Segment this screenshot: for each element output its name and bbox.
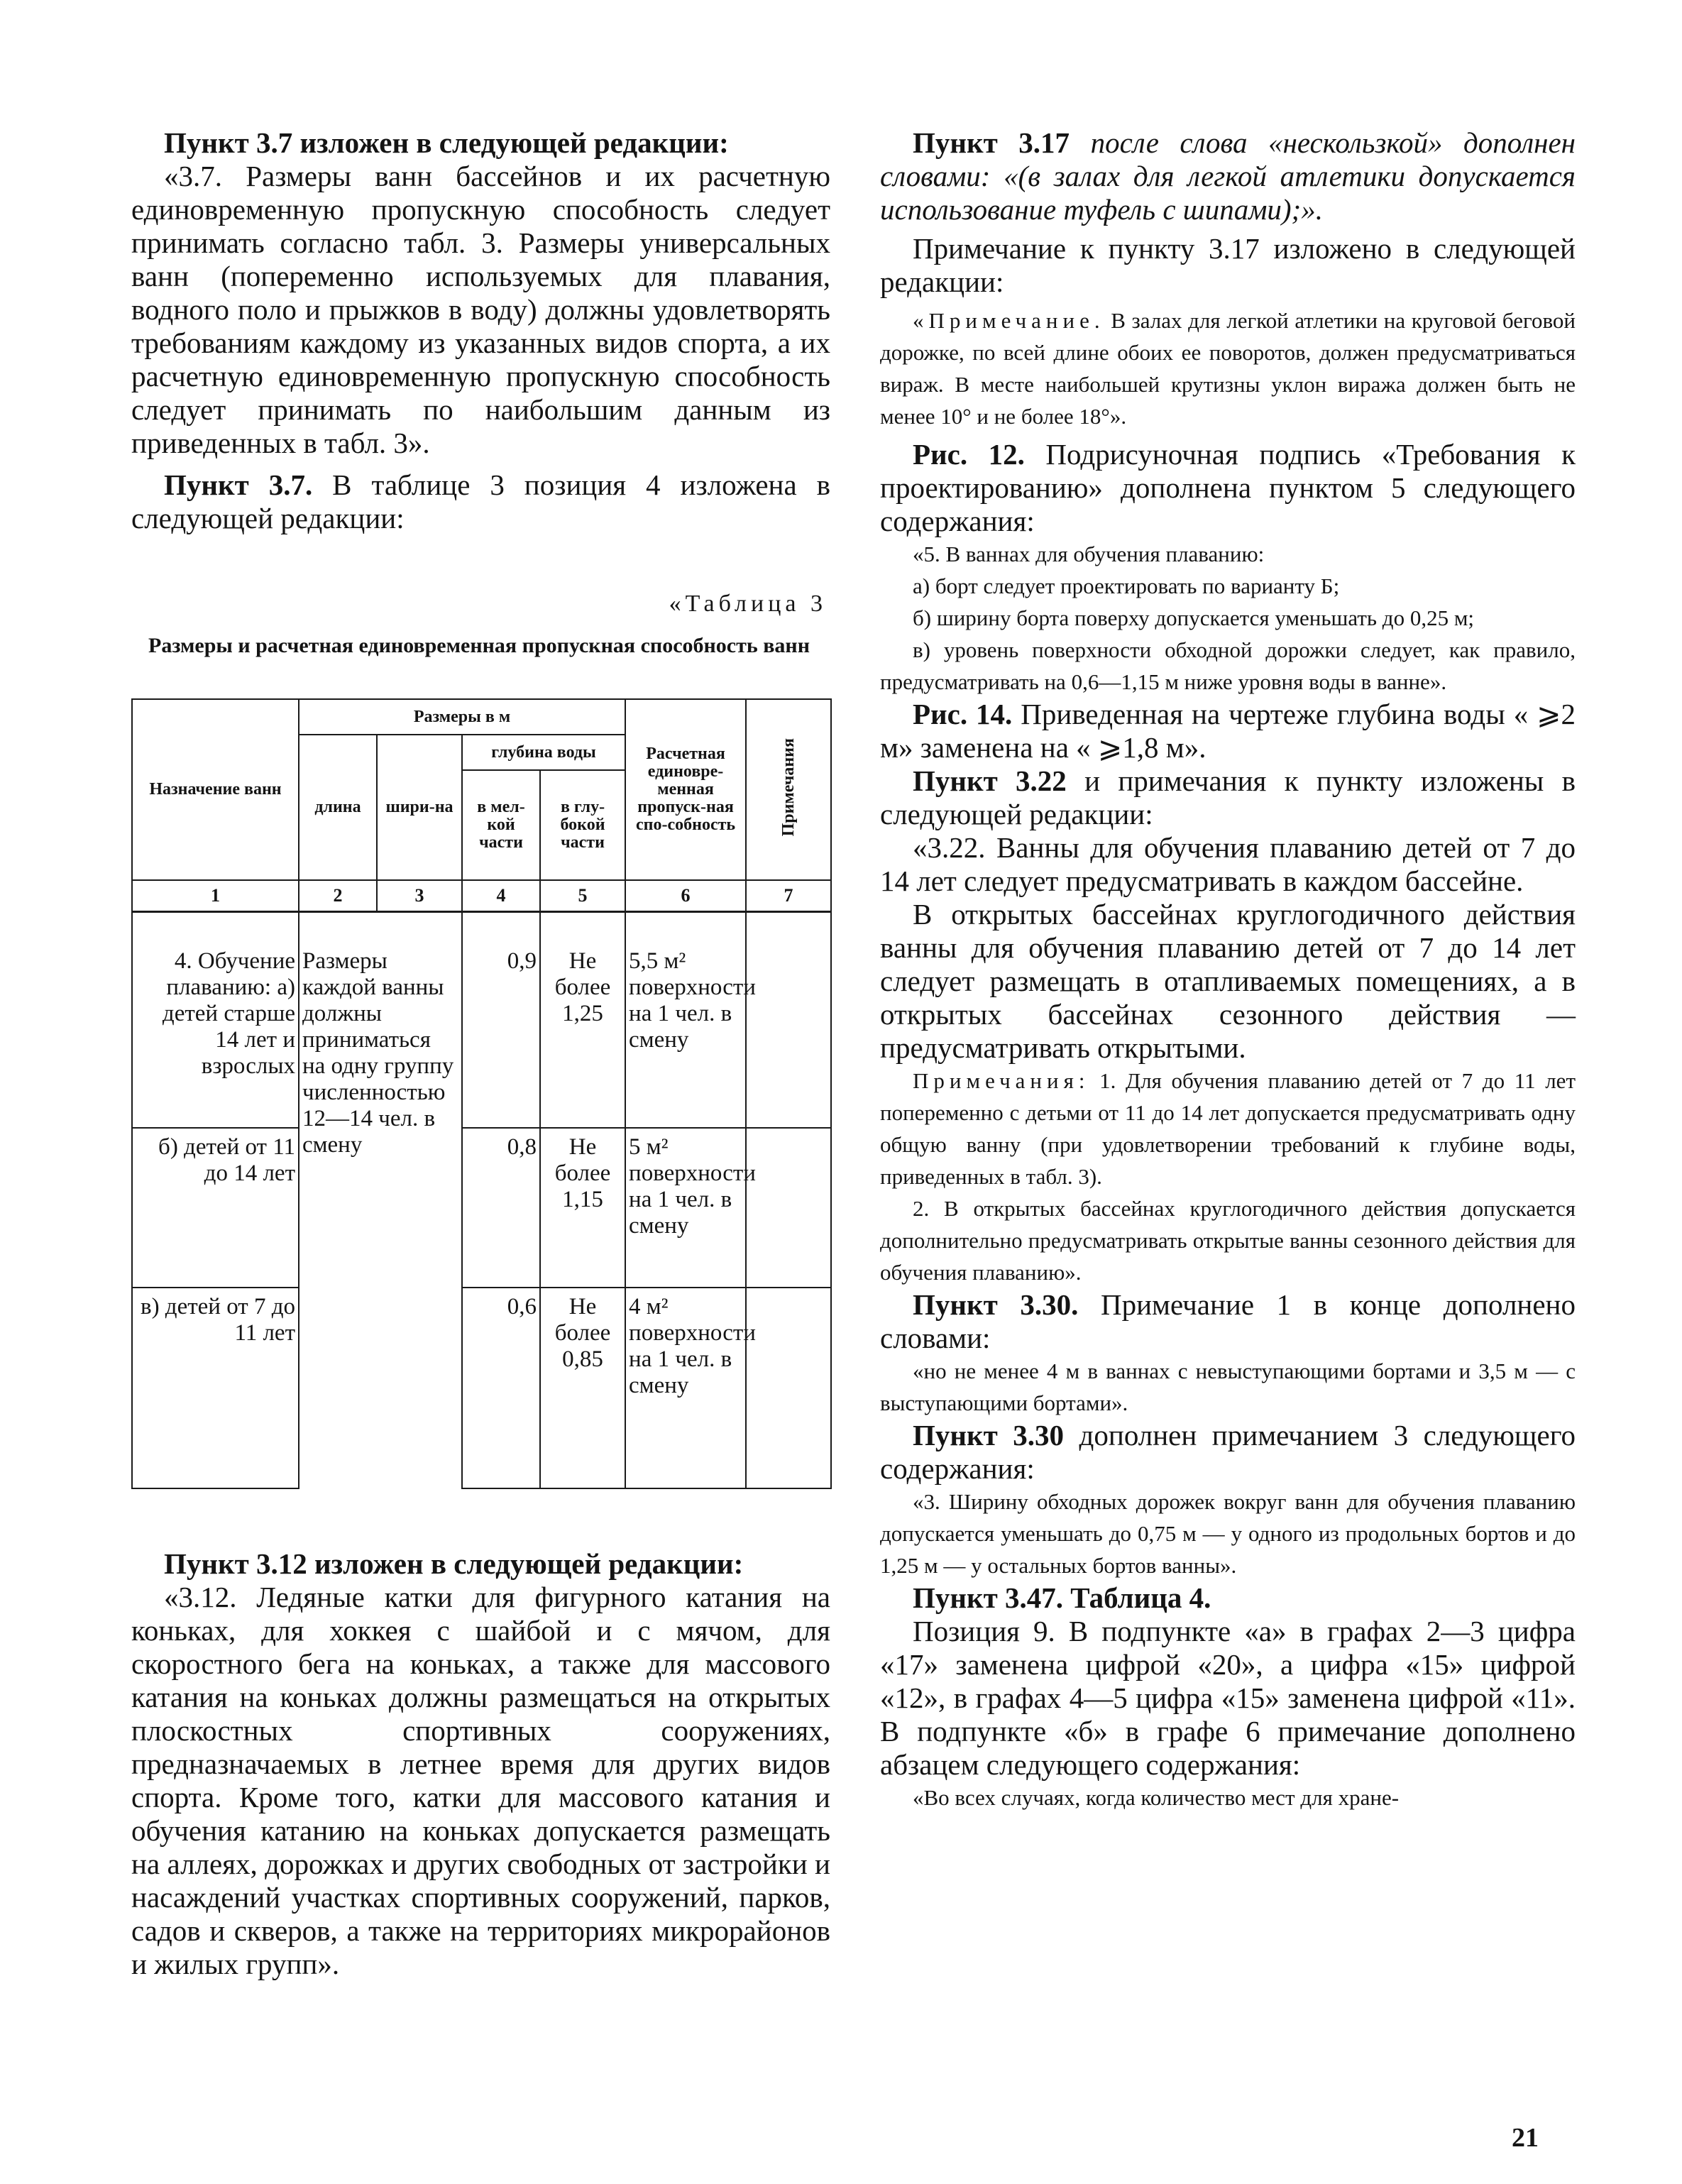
row-sizes: Размеры каждой ванны должны приниматься на одну группу численностью 12—14 чел. в смену <box>299 911 462 1488</box>
paragraph-fig-12 <box>880 438 1576 538</box>
row-b-purpose: б) детей от 11 до 14 лет <box>132 1128 299 1288</box>
heading-3-17: Пункт 3.17 <box>913 126 1070 159</box>
paragraph-3-30-b-text: дополнен примечанием 3 следующего содержания: <box>880 1419 1576 1485</box>
paragraph-3-7-body: «3.7. Размеры ванн бассейнов и их расчетную единовременную пропускную способность следует принимать согласно табл. 3. Размеры универсальных ванн (попеременно используемых для плавания, водного поло и прыжков в воду) должны удовлетворять требованиям каждому из указанных видов спорта, а их расчетную единовременную пропускную способность следует принимать по наибольшим данным из приведенных в табл. 3». <box>131 160 830 459</box>
notes-3-22-2: 2. В открытых бассейнах круглогодичного действия допускается дополнительно предусматривать открытые ванны сезонного действия для обучения плаванию». <box>880 1196 1576 1285</box>
col-number-4: 4 <box>462 880 540 911</box>
left-column-bottom <box>131 1547 830 1981</box>
heading-3-12: Пункт 3.12 изложен в следующей редакции: <box>164 1547 744 1580</box>
col-number-1: 1 <box>132 880 299 911</box>
row-a-purpose: 4. Обучение плаванию: а) детей старше 14 лет и взрослых <box>132 911 299 1128</box>
row-a-deep: Не более 1,25 <box>540 911 625 1128</box>
header-notes <box>746 699 831 880</box>
quote-3-47: «Во всех случаях, когда количество мест для хране- <box>913 1785 1400 1810</box>
note-3-17 <box>880 304 1576 432</box>
row-b-shallow: 0,8 <box>462 1128 540 1288</box>
paragraph-3-22-text: и примечания к пункту изложены в следующей редакции: <box>880 764 1576 830</box>
quote-3-30-a: «но не менее 4 м в ваннах с невыступающими бортами и 3,5 м — с выступающими бортами». <box>880 1359 1576 1415</box>
row-c-purpose: в) детей от 7 до 11 лет <box>132 1288 299 1488</box>
paragraph-3-12 <box>131 1547 830 1581</box>
heading-3-30-a: Пункт 3.30. <box>913 1288 1079 1321</box>
fig-12-item-b: б) ширину борта поверху допускается уменьшать до 0,25 м; <box>913 605 1475 630</box>
notes-3-22-1-text: 1. Для обучения плаванию детей от 7 до 11 лет попеременно с детьми от 11 до 14 лет допускается предусматривать одну общую ванну (при удовлетворении требований к глубине воды, приведенных в табл. 3). <box>880 1068 1576 1189</box>
row-b-deep: Не более 1,15 <box>540 1128 625 1288</box>
paragraph-3-30-b <box>880 1419 1576 1486</box>
heading-3-7-table: Пункт 3.7. <box>164 468 313 501</box>
page-number: 21 <box>1512 2123 1539 2153</box>
table-label: «Таблица 3 <box>669 591 827 617</box>
paragraph-3-7 <box>131 126 830 160</box>
fig-12-item-c: в) уровень поверхности обходной дорожки следует, как правило, предусматривать на 0,6—1,15 м ниже уровня воды в ванне». <box>880 637 1576 694</box>
header-deep: в глу-бокой части <box>540 770 625 880</box>
note-3-17-intro: Примечание к пункту 3.17 изложено в следующей редакции: <box>880 232 1576 298</box>
row-c-deep: Не более 0,85 <box>540 1288 625 1488</box>
note-3-17-lead: «Примечание. <box>913 308 1105 333</box>
paragraph-fig-14 <box>880 698 1576 764</box>
header-depth: глубина воды <box>462 735 625 770</box>
header-shallow: в мел-кой части <box>462 770 540 880</box>
paragraph-3-30-a-text: Примечание 1 в конце дополнено словами: <box>880 1288 1576 1354</box>
paragraph-3-47: Позиция 9. В подпункте «а» в графах 2—3 цифра «17» заменена цифрой «20», а цифра «15» цифрой «12», в графах 4—5 цифра «15» заменена цифрой «11». В подпункте «б» в графе 6 примечание дополнено абзацем следующего содержания: <box>880 1615 1576 1781</box>
paragraph-3-30-a <box>880 1288 1576 1355</box>
paragraph-fig-14-text: Приведенная на чертеже глубина воды « ⩾2 м» заменена на « ⩾1,8 м». <box>880 698 1576 764</box>
paragraph-3-7-table <box>131 468 830 535</box>
header-purpose: Назначение ванн <box>132 699 299 880</box>
paragraph-fig-12-text: Подрисуночная подпись «Требования к проектированию» дополнена пунктом 5 следующего содержания: <box>880 438 1576 537</box>
heading-3-22: Пункт 3.22 <box>913 764 1067 797</box>
row-c-notes <box>746 1288 831 1488</box>
left-column-top <box>131 126 830 535</box>
fig-12-item-5: «5. В ваннах для обучения плаванию: <box>913 542 1265 566</box>
heading-3-47: Пункт 3.47. Таблица 4. <box>913 1581 1211 1614</box>
header-width: шири-на <box>377 735 462 880</box>
table-3 <box>131 698 832 1489</box>
paragraph-3-22-body: «3.22. Ванны для обучения плаванию детей от 7 до 14 лет следует предусматривать в каждом бассейне. <box>880 831 1576 897</box>
heading-fig-12: Рис. 12. <box>913 438 1025 471</box>
row-a-notes <box>746 911 831 1128</box>
row-c-capacity: 4 м² поверхности на 1 чел. в смену <box>625 1288 746 1488</box>
table-title: Размеры и расчетная единовременная пропускная способность ванн <box>148 634 810 657</box>
header-sizes: Размеры в м <box>299 699 625 735</box>
heading-3-7: Пункт 3.7 изложен в следующей редакции: <box>164 126 729 159</box>
row-c-shallow: 0,6 <box>462 1288 540 1488</box>
header-length: длина <box>299 735 377 880</box>
header-capacity: Расчетная единовре-менная пропуск-ная спо-собность <box>625 699 746 880</box>
paragraph-3-17-text: после слова «нескользкой» дополнен словами: «(в залах для легкой атлетики допускается использование туфель с шипами);». <box>880 126 1576 226</box>
notes-3-22-1 <box>880 1065 1576 1192</box>
col-number-5: 5 <box>540 880 625 911</box>
row-a-capacity: 5,5 м² поверхности на 1 чел. в смену <box>625 911 746 1128</box>
note-3-17-text: В залах для легкой атлетики на круговой беговой дорожке, по всей длине обоих ее поворотов, должен предусматриваться вираж. В месте наибольшей крутизны уклон виража должен быть не менее 10° и не более 18°». <box>880 308 1576 429</box>
row-a-shallow: 0,9 <box>462 911 540 1128</box>
paragraph-3-22-open-pools: В открытых бассейнах круглогодичного действия ванны для обучения плаванию детей от 7 до 14 лет следует размещать в отапливаемых помещениях, а в открытых бассейнах сезонного действия — предусматривать открытыми. <box>880 898 1576 1064</box>
heading-fig-14: Рис. 14. <box>913 698 1013 730</box>
col-number-3: 3 <box>377 880 462 911</box>
col-number-6: 6 <box>625 880 746 911</box>
paragraph-3-12-body: «3.12. Ледяные катки для фигурного катания на коньках, для хоккея с шайбой и с мячом, для скоростного бега на коньках, а также для массового катания на коньках должны размещаться на открытых плоскостных спортивных сооружениях, предназначаемых в летнее время для других видов спорта. Кроме того, катки для массового катания и обучения катанию на коньках допускается размещать на аллеях, дорожках и других свободных от застройки и насаждений участках спортивных сооружений, парков, садов и скверов, а также на территориях микрорайонов и жилых групп». <box>131 1581 830 1980</box>
paragraph-3-7-table-text: В таблице 3 позиция 4 изложена в следующей редакции: <box>131 468 830 534</box>
fig-12-item-a: а) борт следует проектировать по варианту Б; <box>913 574 1340 598</box>
paragraph-3-17 <box>880 126 1576 226</box>
header-notes-text: Примечания <box>779 738 798 837</box>
right-column <box>880 126 1576 1813</box>
quote-3-30-b: «3. Ширину обходных дорожек вокруг ванн для обучения плаванию допускается уменьшать до 0,75 м — у одного из продольных бортов и до 1,25 м — у остальных бортов ванны». <box>880 1489 1576 1578</box>
paragraph-3-22 <box>880 764 1576 831</box>
row-b-notes <box>746 1128 831 1288</box>
heading-3-30-b: Пункт 3.30 <box>913 1419 1065 1452</box>
notes-3-22-lead: Примечания: <box>913 1068 1090 1093</box>
col-number-2: 2 <box>299 880 377 911</box>
row-b-capacity: 5 м² поверхности на 1 чел. в смену <box>625 1128 746 1288</box>
col-number-7: 7 <box>746 880 831 911</box>
